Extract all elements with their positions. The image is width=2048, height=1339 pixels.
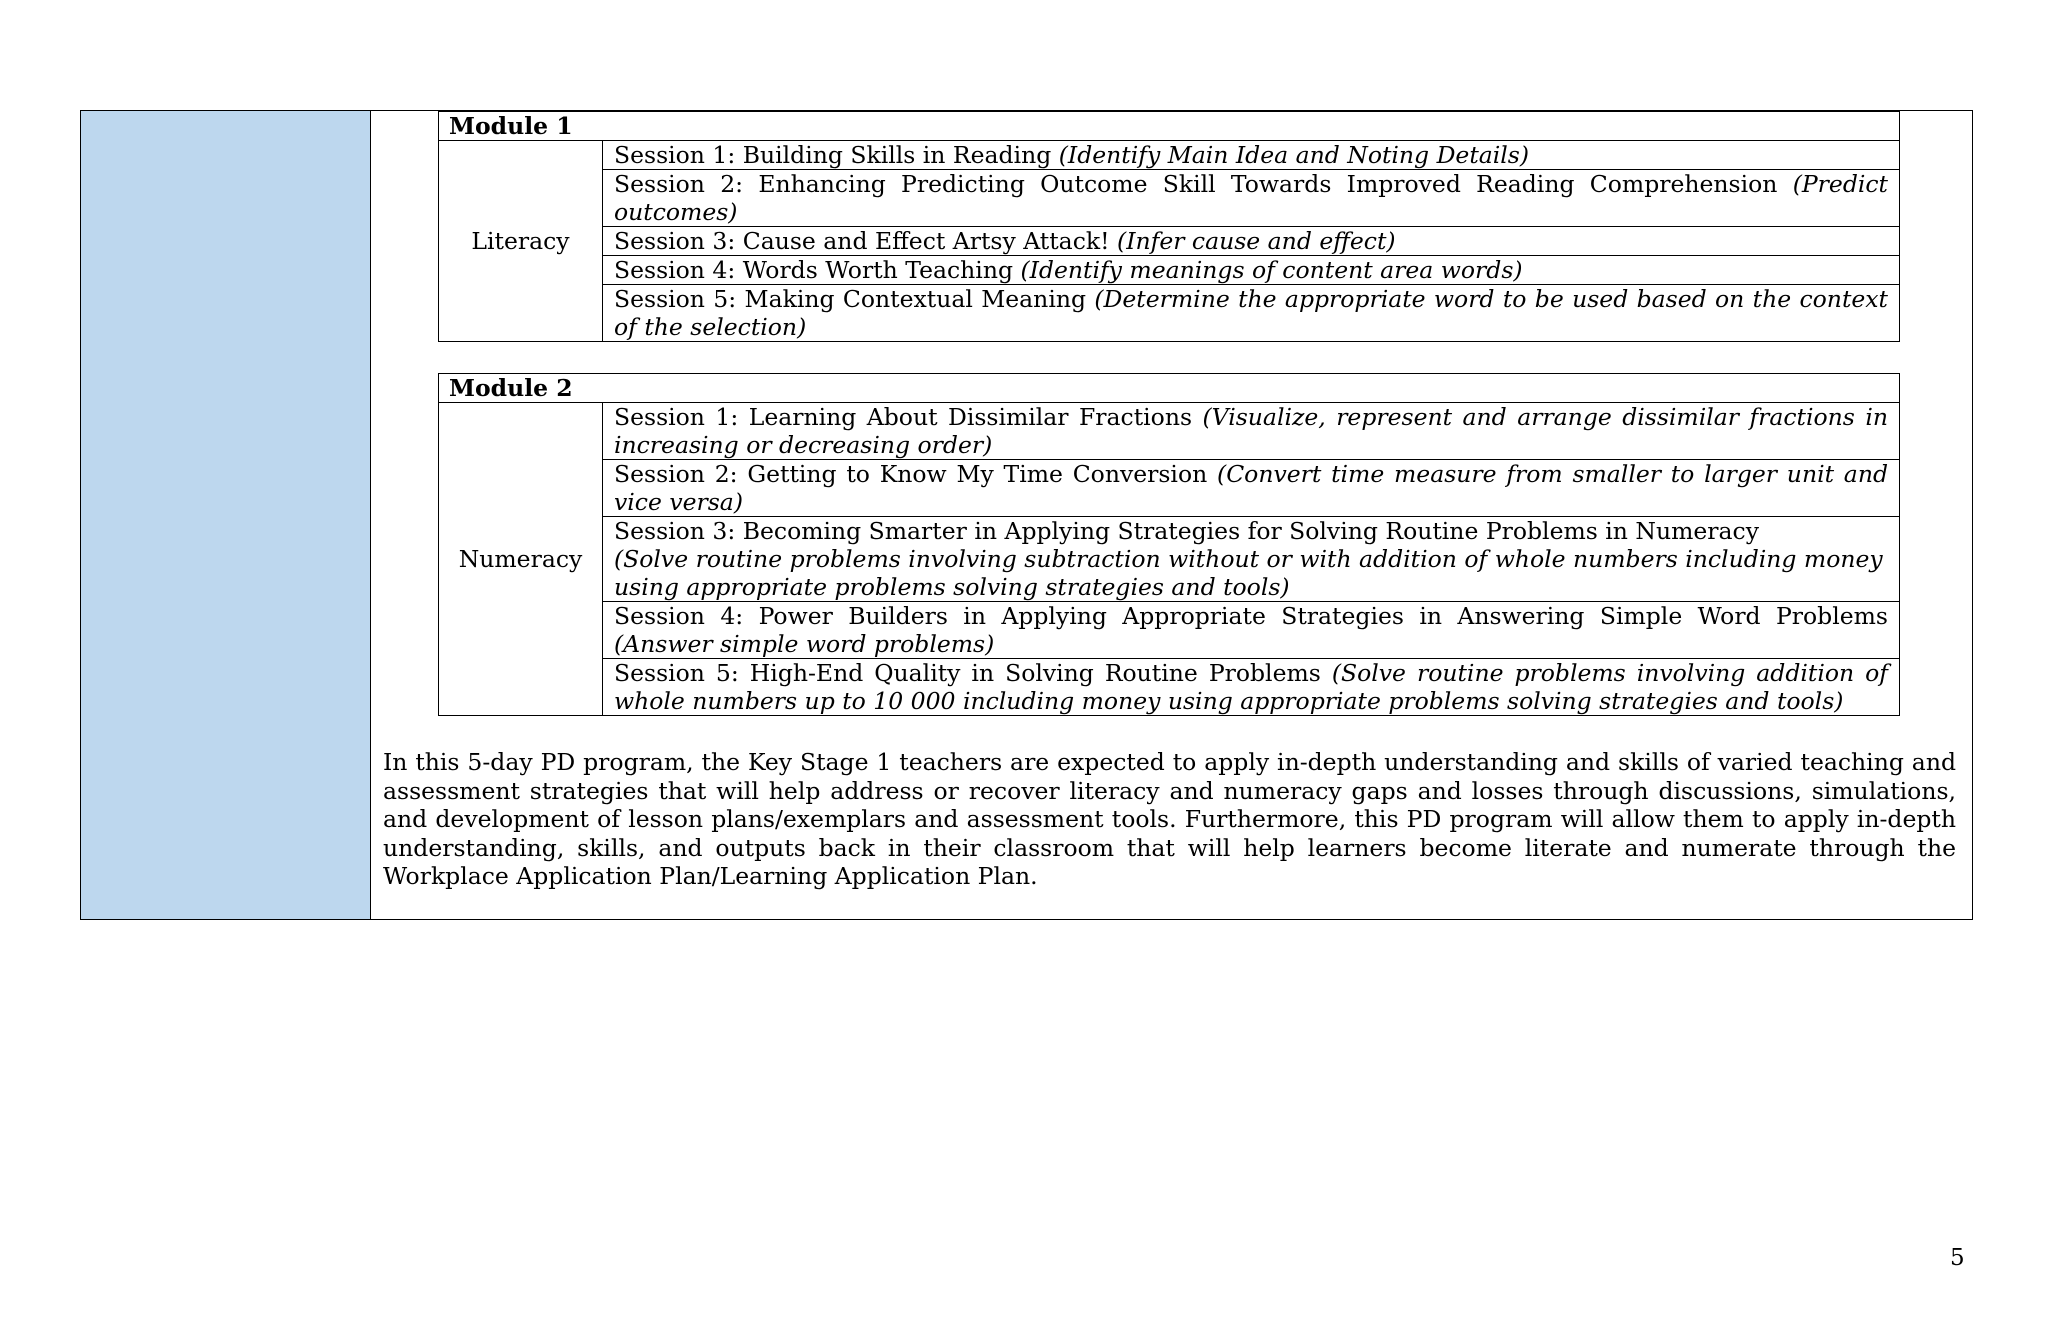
module-2-session-3 — [603, 517, 1900, 602]
session-objective: (Determine the appropriate word to be used based on the context of the selection) — [614, 285, 1888, 341]
session-title: Session 1: Building Skills in Reading — [614, 141, 1052, 169]
page-number: 5 — [1950, 1245, 1965, 1271]
session-objective: (Predict outcomes) — [614, 170, 1888, 226]
module-2-table — [438, 373, 1900, 716]
session-title: Session 5: High-End Quality in Solving Routine Problems — [614, 659, 1321, 687]
session-objective: (Identify Main Idea and Noting Details) — [1058, 141, 1530, 169]
session-title: Session 4: Words Worth Teaching — [614, 256, 1013, 284]
session-title: Session 3: Cause and Effect Artsy Attack! — [614, 227, 1110, 255]
module-1-table — [438, 111, 1900, 342]
session-objective: (Visualize, represent and arrange dissimilar fractions in increasing or decreasing order) — [614, 403, 1888, 459]
session-objective: (Identify meanings of content area words) — [1020, 256, 1523, 284]
program-content-box — [80, 110, 1973, 920]
module-2-session-5 — [603, 659, 1900, 716]
module-1-session-3 — [603, 227, 1900, 256]
left-shaded-column — [81, 111, 371, 919]
session-objective: (Infer cause and effect) — [1117, 227, 1396, 255]
module-1-session-1 — [603, 141, 1900, 170]
module-1-session-5 — [603, 285, 1900, 342]
session-title: Session 5: Making Contextual Meaning — [614, 285, 1087, 313]
session-objective: (Answer simple word problems) — [614, 630, 995, 658]
module-1-session-2 — [603, 170, 1900, 227]
session-objective: (Solve routine problems involving subtraction without or with addition of whole numbers including money using appropriate problems solving strategies and tools) — [614, 545, 1883, 601]
module-2-area: Numeracy — [439, 403, 603, 716]
module-1-session-4 — [603, 256, 1900, 285]
module-2-session-4 — [603, 602, 1900, 659]
module-2-session-2 — [603, 460, 1900, 517]
session-objective: (Solve routine problems involving addition of whole numbers up to 10 000 including money using appropriate problems solving strategies and tools) — [614, 659, 1888, 715]
content-column — [371, 111, 1972, 919]
session-title: Session 3: Becoming Smarter in Applying Strategies for Solving Routine Problems in Numeracy — [614, 517, 1759, 545]
session-title: Session 2: Enhancing Predicting Outcome Skill Towards Improved Reading Comprehension — [614, 170, 1778, 198]
session-title: Session 2: Getting to Know My Time Conversion — [614, 460, 1208, 488]
module-2-header: Module 2 — [439, 374, 1900, 403]
session-title: Session 4: Power Builders in Applying Appropriate Strategies in Answering Simple Word Problems — [614, 602, 1888, 630]
module-1-area: Literacy — [439, 141, 603, 342]
session-title: Session 1: Learning About Dissimilar Fractions — [614, 403, 1193, 431]
module-2-session-1 — [603, 403, 1900, 460]
program-summary-paragraph: In this 5-day PD program, the Key Stage 1 teachers are expected to apply in-depth understanding and skills of varied teaching and assessment strategies that will help address or recover literacy and numeracy gaps and losses through discussions, simulations, and development of lesson plans/exemplars and assessment tools. Furthermore, this PD program will allow them to apply in-depth understanding, skills, and outputs back in their classroom that will help learners become literate and numerate through the Workplace Application Plan/Learning Application Plan. — [383, 748, 1956, 890]
module-1-header: Module 1 — [439, 112, 1900, 141]
session-objective: (Convert time measure from smaller to larger unit and vice versa) — [614, 460, 1888, 516]
